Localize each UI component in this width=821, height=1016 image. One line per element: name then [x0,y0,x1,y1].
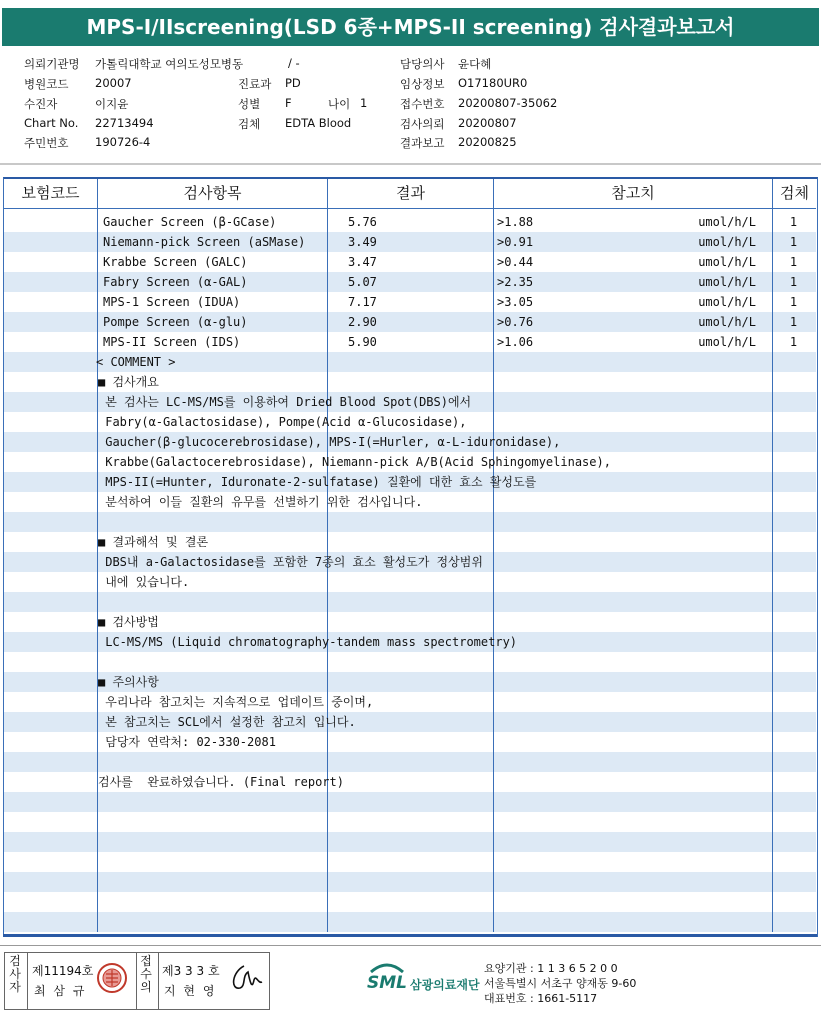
specimen-count: 1 [789,255,798,269]
test-item-name: MPS-1 Screen (IDUA) [103,295,241,309]
sex-value: F [285,96,292,110]
signature-mark [224,962,264,1000]
row-stripe [4,592,816,612]
comment-line: 우리나라 참고치는 지속적으로 업데이트 중이며, [98,695,374,709]
sml-logo: SML [367,960,407,996]
comment-line: 검사를 완료하였습니다. (Final report) [98,775,344,789]
row-stripe [4,832,816,852]
institution-value: 가톨릭대학교 여의도성모병동 [95,57,244,71]
reported-label: 결과보고 [400,136,445,150]
reference-value: >1.06 [497,335,534,349]
comment-line: 내에 있습니다. [98,575,190,589]
test-result-value: 3.49 [348,235,377,249]
test-result-value: 2.90 [348,315,377,329]
request-value: 20200807 [458,116,517,130]
reference-value: >3.05 [497,295,534,309]
comment-line: Gaucher(β-glucocerebrosidase), MPS-I(=Hurler, α-L-iduronidase), [98,435,561,449]
comment-line: 본 검사는 LC-MS/MS를 이용하여 Dried Blood Spot(DBS)에서 [98,395,472,409]
header-specimen: 검체 [780,184,809,202]
rrn-label: 주민번호 [24,136,69,150]
section-divider [0,163,821,165]
row-stripe [4,872,816,892]
specimen-count: 1 [789,275,798,289]
doctor-label: 담당의사 [400,57,445,71]
specimen-value: EDTA Blood [285,116,352,130]
request-label: 검사의뢰 [400,117,445,131]
reference-unit: umol/h/L [698,235,756,249]
institution-label: 의뢰기관명 [24,57,80,71]
clinical-value: O17180UR0 [458,76,528,90]
test-result-value: 7.17 [348,295,377,309]
header-separator [4,208,816,209]
reference-unit: umol/h/L [698,295,756,309]
patient-label: 수진자 [24,97,58,111]
comment-line: LC-MS/MS (Liquid chromatography-tandem mass spectrometry) [98,635,518,649]
reference-unit: umol/h/L [698,215,756,229]
reported-value: 20200825 [458,135,517,149]
test-item-name: Krabbe Screen (GALC) [103,255,248,269]
comment-line: Fabry(α-Galactosidase), Pompe(Acid α-Glucosidase), [98,415,467,429]
test-item-name: Pompe Screen (α-glu) [103,315,248,329]
examiner-seal [96,962,128,998]
test-item-name: MPS-II Screen (IDS) [103,335,241,349]
reference-value: >0.91 [497,235,534,249]
report-title: MPS-I/IIscreening(LSD 6종+MPS-II screening) 검사결과보고서 [2,8,819,46]
test-item-name: Gaucher Screen (β-GCase) [103,215,277,229]
care-number: 요양기관 : 1 1 3 6 5 2 0 0 [484,962,618,975]
org-address: 서울특별시 서초구 양재동 9-60 [484,977,637,990]
comment-heading: < COMMENT > [96,355,176,369]
reference-unit: umol/h/L [698,315,756,329]
comment-line: Krabbe(Galactocerebrosidase), Niemann-pick A/B(Acid Sphingomyelinase), [98,455,611,469]
test-item-name: Niemann-pick Screen (aSMase) [103,235,306,249]
org-phone: 대표번호 : 1661-5117 [484,992,598,1005]
row-stripe [4,512,816,532]
reference-value: >1.88 [497,215,534,229]
dept-label: 진료과 [238,77,272,91]
hospital-code-value: 20007 [95,76,132,90]
row-stripe [4,752,816,772]
chart-label: Chart No. [24,116,79,130]
reference-unit: umol/h/L [698,255,756,269]
doctor-value: 윤다혜 [458,57,492,71]
age-label: 나이 [328,97,351,111]
specimen-count: 1 [789,215,798,229]
receiver-name: 지 현 영 [164,984,217,998]
sex-label: 성별 [238,97,261,111]
test-result-value: 3.47 [348,255,377,269]
footer-divider [0,945,821,946]
receipt-value: 20200807-35062 [458,96,558,110]
header-code: 보험코드 [21,184,80,202]
header-item: 검사항목 [183,184,242,202]
clinical-label: 임상정보 [400,77,445,91]
specimen-count: 1 [789,335,798,349]
comment-line: 분석하여 이들 질환의 유무를 선별하기 위한 검사입니다. [98,495,423,509]
specimen-count: 1 [789,315,798,329]
header-reference: 참고치 [611,184,655,202]
receiver-number: 제3 3 3 호 [162,964,220,978]
test-result-value: 5.76 [348,215,377,229]
comment-line: ■ 검사방법 [98,615,159,629]
examiner-number: 제11194호 [32,964,94,978]
comment-line: ■ 검사개요 [98,375,159,389]
col-divider [493,179,494,932]
reference-value: >2.35 [497,275,534,289]
comment-line: DBS내 a-Galactosidase를 포함한 7종의 효소 활성도가 정상범위 [98,555,483,569]
comment-line: 본 참고치는 SCL에서 설정한 참고치 입니다. [98,715,356,729]
examiner-name: 최 삼 규 [34,984,87,998]
table-bottom-border [3,934,817,937]
comment-line: MPS-II(=Hunter, Iduronate-2-sulfatase) 질환에 대한 효소 활성도를 [98,475,537,489]
patient-value: 이지윤 [95,97,129,111]
chart-value: 22713494 [95,116,154,130]
test-result-value: 5.07 [348,275,377,289]
row-stripe [4,792,816,812]
dept-value: PD [285,76,301,90]
org-name: 삼광의료재단 [410,978,480,992]
examiner-label: 검사자 [9,954,21,994]
row-stripe [4,912,816,932]
comment-line: ■ 결과해석 및 결론 [98,535,209,549]
hospital-code-label: 병원코드 [24,77,69,91]
specimen-label: 검체 [238,117,261,131]
test-item-name: Fabry Screen (α-GAL) [103,275,248,289]
reference-value: >0.44 [497,255,534,269]
receiver-label: 접수의 [140,954,152,994]
rrn-value: 190726-4 [95,135,151,149]
header-result: 결과 [396,184,425,202]
receipt-label: 접수번호 [400,97,445,111]
specimen-count: 1 [789,295,798,309]
reference-value: >0.76 [497,315,534,329]
reference-unit: umol/h/L [698,335,756,349]
ward-value: / - [288,56,300,70]
test-result-value: 5.90 [348,335,377,349]
comment-line: ■ 주의사항 [98,675,159,689]
reference-unit: umol/h/L [698,275,756,289]
specimen-count: 1 [789,235,798,249]
comment-line: 담당자 연락처: 02-330-2081 [98,735,276,749]
age-value: 1 [360,96,368,110]
